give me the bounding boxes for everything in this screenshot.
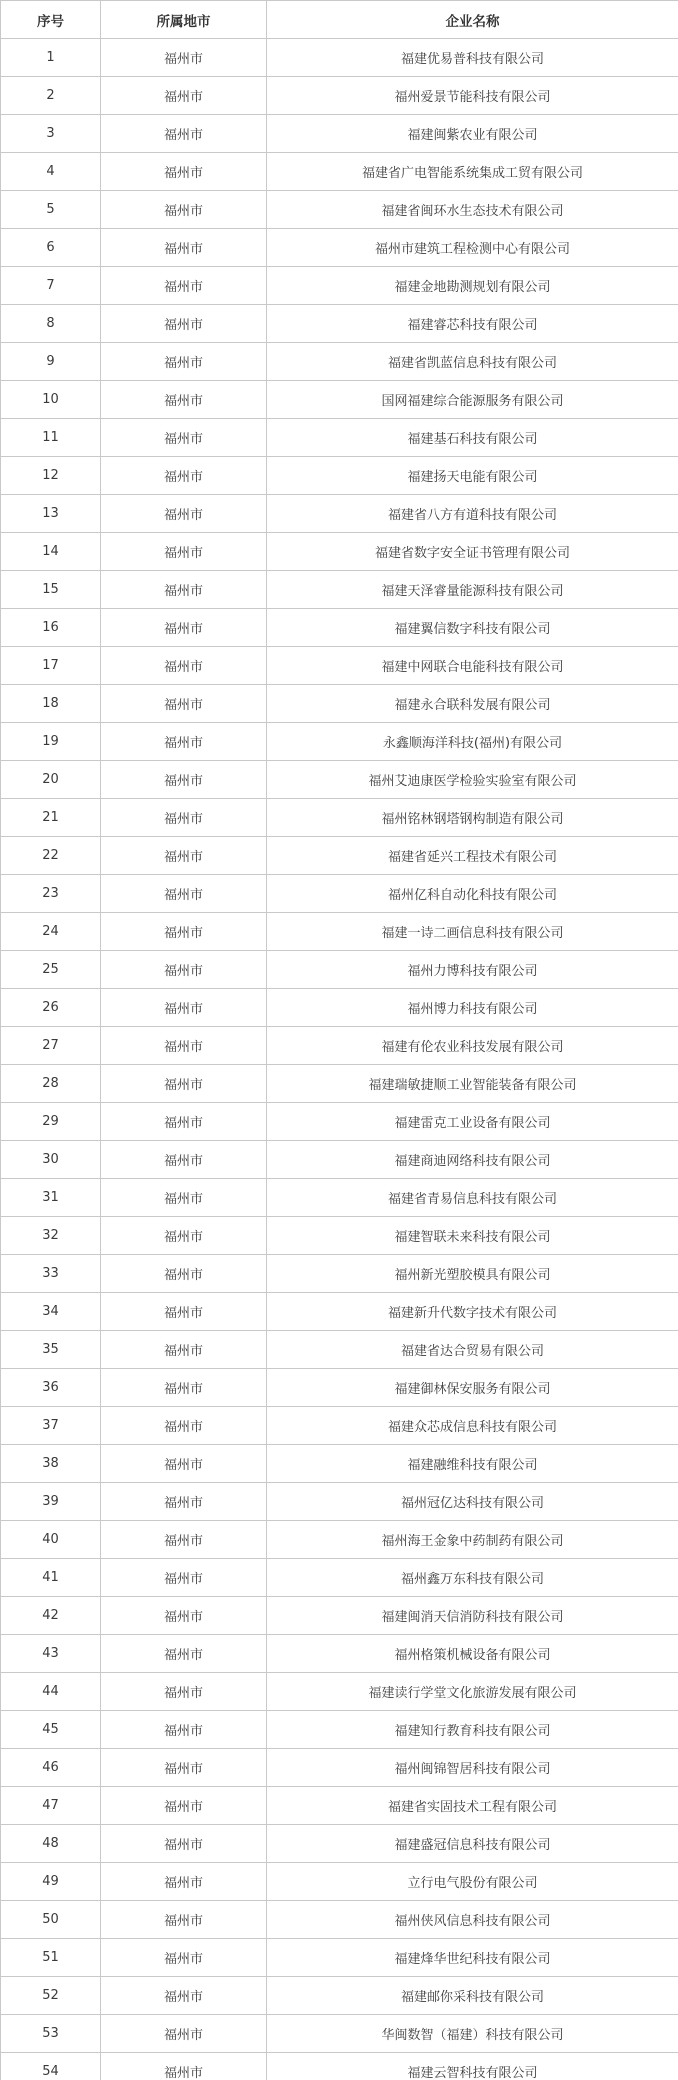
cell-city: 福州市 (101, 609, 267, 647)
cell-company: 福建省达合贸易有限公司 (267, 1331, 678, 1369)
cell-city: 福州市 (101, 267, 267, 305)
cell-index: 13 (1, 495, 101, 533)
cell-index: 12 (1, 457, 101, 495)
cell-city: 福州市 (101, 837, 267, 875)
cell-index: 53 (1, 2015, 101, 2053)
table-row (1, 951, 678, 989)
cell-index: 22 (1, 837, 101, 875)
cell-city: 福州市 (101, 685, 267, 723)
cell-company: 福建金地勘测规划有限公司 (267, 267, 678, 305)
cell-city: 福州市 (101, 571, 267, 609)
cell-company: 福建省凯蓝信息科技有限公司 (267, 343, 678, 381)
cell-company: 福建闽消天信消防科技有限公司 (267, 1597, 678, 1635)
cell-city: 福州市 (101, 1065, 267, 1103)
cell-index: 34 (1, 1293, 101, 1331)
cell-city: 福州市 (101, 1293, 267, 1331)
cell-company: 福建基石科技有限公司 (267, 419, 678, 457)
table-row (1, 1445, 678, 1483)
cell-company: 福建盛冠信息科技有限公司 (267, 1825, 678, 1863)
cell-index: 36 (1, 1369, 101, 1407)
cell-city: 福州市 (101, 1559, 267, 1597)
table-row (1, 989, 678, 1027)
cell-index: 11 (1, 419, 101, 457)
cell-city: 福州市 (101, 875, 267, 913)
cell-city: 福州市 (101, 647, 267, 685)
cell-index: 48 (1, 1825, 101, 1863)
cell-index: 52 (1, 1977, 101, 2015)
table-row (1, 381, 678, 419)
cell-city: 福州市 (101, 191, 267, 229)
cell-city: 福州市 (101, 1825, 267, 1863)
cell-city: 福州市 (101, 1977, 267, 2015)
cell-company: 福建省青易信息科技有限公司 (267, 1179, 678, 1217)
table-body (1, 39, 678, 2080)
cell-index: 31 (1, 1179, 101, 1217)
table-row (1, 723, 678, 761)
cell-index: 21 (1, 799, 101, 837)
cell-index: 24 (1, 913, 101, 951)
cell-city: 福州市 (101, 1217, 267, 1255)
cell-index: 10 (1, 381, 101, 419)
table-row (1, 2053, 678, 2080)
cell-city: 福州市 (101, 1711, 267, 1749)
cell-city: 福州市 (101, 1103, 267, 1141)
cell-company: 福州力博科技有限公司 (267, 951, 678, 989)
cell-city: 福州市 (101, 1635, 267, 1673)
table-row (1, 1521, 678, 1559)
table-row (1, 1559, 678, 1597)
cell-index: 30 (1, 1141, 101, 1179)
table-row (1, 761, 678, 799)
cell-company: 福建翼信数字科技有限公司 (267, 609, 678, 647)
cell-city: 福州市 (101, 1407, 267, 1445)
cell-index: 41 (1, 1559, 101, 1597)
cell-index: 1 (1, 39, 101, 77)
cell-index: 14 (1, 533, 101, 571)
table-row (1, 39, 678, 77)
table-row (1, 1939, 678, 1977)
cell-city: 福州市 (101, 1141, 267, 1179)
cell-company: 国网福建综合能源服务有限公司 (267, 381, 678, 419)
table-row (1, 1673, 678, 1711)
table-row (1, 1407, 678, 1445)
cell-city: 福州市 (101, 77, 267, 115)
cell-city: 福州市 (101, 495, 267, 533)
cell-company: 福州格策机械设备有限公司 (267, 1635, 678, 1673)
table-row (1, 1217, 678, 1255)
cell-company: 福建御林保安服务有限公司 (267, 1369, 678, 1407)
cell-index: 39 (1, 1483, 101, 1521)
cell-index: 18 (1, 685, 101, 723)
cell-index: 42 (1, 1597, 101, 1635)
cell-company: 福建雷克工业设备有限公司 (267, 1103, 678, 1141)
table-row (1, 647, 678, 685)
cell-city: 福州市 (101, 305, 267, 343)
cell-city: 福州市 (101, 419, 267, 457)
cell-company: 福州海王金象中药制药有限公司 (267, 1521, 678, 1559)
header-city: 所属地市 (101, 1, 267, 39)
table-row (1, 533, 678, 571)
header-company: 企业名称 (267, 1, 678, 39)
cell-index: 51 (1, 1939, 101, 1977)
table-row (1, 1711, 678, 1749)
cell-company: 福建商迪网络科技有限公司 (267, 1141, 678, 1179)
cell-index: 9 (1, 343, 101, 381)
table-row (1, 229, 678, 267)
cell-city: 福州市 (101, 1863, 267, 1901)
cell-index: 37 (1, 1407, 101, 1445)
cell-city: 福州市 (101, 799, 267, 837)
table-row (1, 457, 678, 495)
cell-index: 27 (1, 1027, 101, 1065)
cell-company: 福建邮你采科技有限公司 (267, 1977, 678, 2015)
cell-index: 17 (1, 647, 101, 685)
cell-company: 福州铭林钢塔钢构制造有限公司 (267, 799, 678, 837)
table-row (1, 1179, 678, 1217)
cell-city: 福州市 (101, 761, 267, 799)
cell-city: 福州市 (101, 1331, 267, 1369)
cell-index: 20 (1, 761, 101, 799)
cell-company: 福州博力科技有限公司 (267, 989, 678, 1027)
table-row (1, 1255, 678, 1293)
table-row (1, 875, 678, 913)
cell-company: 福州新光塑胶模具有限公司 (267, 1255, 678, 1293)
table-row (1, 1635, 678, 1673)
cell-city: 福州市 (101, 1179, 267, 1217)
cell-city: 福州市 (101, 2015, 267, 2053)
table-row (1, 571, 678, 609)
table-row (1, 2015, 678, 2053)
table-row (1, 1483, 678, 1521)
cell-index: 6 (1, 229, 101, 267)
table-row (1, 191, 678, 229)
cell-company: 福州侠风信息科技有限公司 (267, 1901, 678, 1939)
table-row (1, 1749, 678, 1787)
cell-city: 福州市 (101, 1901, 267, 1939)
cell-company: 福建天泽睿量能源科技有限公司 (267, 571, 678, 609)
table-row (1, 1901, 678, 1939)
cell-city: 福州市 (101, 1483, 267, 1521)
cell-company: 福建省实固技术工程有限公司 (267, 1787, 678, 1825)
cell-index: 50 (1, 1901, 101, 1939)
cell-city: 福州市 (101, 1749, 267, 1787)
cell-city: 福州市 (101, 457, 267, 495)
cell-company: 福建读行学堂文化旅游发展有限公司 (267, 1673, 678, 1711)
cell-city: 福州市 (101, 1597, 267, 1635)
cell-company: 福建瑞敏捷顺工业智能装备有限公司 (267, 1065, 678, 1103)
cell-index: 8 (1, 305, 101, 343)
cell-company: 福州亿科自动化科技有限公司 (267, 875, 678, 913)
cell-city: 福州市 (101, 1255, 267, 1293)
cell-company: 福建优易普科技有限公司 (267, 39, 678, 77)
table-row (1, 495, 678, 533)
table-row (1, 1977, 678, 2015)
cell-city: 福州市 (101, 1445, 267, 1483)
table-row (1, 1863, 678, 1901)
cell-company: 福建智联未来科技有限公司 (267, 1217, 678, 1255)
cell-city: 福州市 (101, 1369, 267, 1407)
table-row (1, 305, 678, 343)
cell-city: 福州市 (101, 1673, 267, 1711)
cell-city: 福州市 (101, 229, 267, 267)
table-row (1, 267, 678, 305)
cell-company: 福建扬天电能有限公司 (267, 457, 678, 495)
cell-index: 25 (1, 951, 101, 989)
cell-company: 福建省数字安全证书管理有限公司 (267, 533, 678, 571)
cell-index: 38 (1, 1445, 101, 1483)
cell-index: 45 (1, 1711, 101, 1749)
cell-city: 福州市 (101, 723, 267, 761)
cell-company: 福建云智科技有限公司 (267, 2053, 678, 2080)
cell-index: 4 (1, 153, 101, 191)
cell-index: 26 (1, 989, 101, 1027)
cell-index: 2 (1, 77, 101, 115)
cell-company: 华闽数智（福建）科技有限公司 (267, 2015, 678, 2053)
header-index: 序号 (1, 1, 101, 39)
cell-index: 15 (1, 571, 101, 609)
cell-company: 福建闽紫农业有限公司 (267, 115, 678, 153)
table-row (1, 1103, 678, 1141)
cell-city: 福州市 (101, 115, 267, 153)
cell-city: 福州市 (101, 2053, 267, 2080)
table-row (1, 609, 678, 647)
cell-company: 福建省广电智能系统集成工贸有限公司 (267, 153, 678, 191)
cell-index: 47 (1, 1787, 101, 1825)
cell-city: 福州市 (101, 533, 267, 571)
cell-company: 福建省八方有道科技有限公司 (267, 495, 678, 533)
cell-company: 福建知行教育科技有限公司 (267, 1711, 678, 1749)
cell-index: 35 (1, 1331, 101, 1369)
cell-company: 福建众芯成信息科技有限公司 (267, 1407, 678, 1445)
cell-city: 福州市 (101, 1939, 267, 1977)
table-row (1, 685, 678, 723)
table-row (1, 343, 678, 381)
table-row (1, 1293, 678, 1331)
cell-company: 立行电气股份有限公司 (267, 1863, 678, 1901)
cell-company: 福建睿芯科技有限公司 (267, 305, 678, 343)
cell-company: 福建省闽环水生态技术有限公司 (267, 191, 678, 229)
table-row (1, 1825, 678, 1863)
cell-company: 福建新升代数字技术有限公司 (267, 1293, 678, 1331)
cell-city: 福州市 (101, 1521, 267, 1559)
cell-index: 54 (1, 2053, 101, 2080)
cell-city: 福州市 (101, 951, 267, 989)
table-row (1, 153, 678, 191)
table-row (1, 799, 678, 837)
table-row (1, 1369, 678, 1407)
cell-company: 福建中网联合电能科技有限公司 (267, 647, 678, 685)
cell-index: 23 (1, 875, 101, 913)
cell-index: 16 (1, 609, 101, 647)
cell-index: 28 (1, 1065, 101, 1103)
cell-company: 福建省延兴工程技术有限公司 (267, 837, 678, 875)
cell-company: 永鑫顺海洋科技(福州)有限公司 (267, 723, 678, 761)
cell-city: 福州市 (101, 153, 267, 191)
cell-index: 7 (1, 267, 101, 305)
cell-company: 福建融维科技有限公司 (267, 1445, 678, 1483)
table-row (1, 419, 678, 457)
table-row (1, 1065, 678, 1103)
table-row (1, 1597, 678, 1635)
cell-company: 福州冠亿达科技有限公司 (267, 1483, 678, 1521)
table-row (1, 1141, 678, 1179)
cell-index: 19 (1, 723, 101, 761)
cell-city: 福州市 (101, 39, 267, 77)
cell-city: 福州市 (101, 1787, 267, 1825)
cell-index: 49 (1, 1863, 101, 1901)
cell-index: 3 (1, 115, 101, 153)
cell-index: 32 (1, 1217, 101, 1255)
cell-company: 福建有伦农业科技发展有限公司 (267, 1027, 678, 1065)
cell-company: 福州市建筑工程检测中心有限公司 (267, 229, 678, 267)
cell-city: 福州市 (101, 989, 267, 1027)
table-row (1, 77, 678, 115)
cell-company: 福州闽锦智居科技有限公司 (267, 1749, 678, 1787)
cell-city: 福州市 (101, 1027, 267, 1065)
cell-index: 40 (1, 1521, 101, 1559)
cell-company: 福建永合联科发展有限公司 (267, 685, 678, 723)
cell-company: 福州爱景节能科技有限公司 (267, 77, 678, 115)
cell-index: 29 (1, 1103, 101, 1141)
table-row (1, 1787, 678, 1825)
cell-city: 福州市 (101, 381, 267, 419)
table-row (1, 1331, 678, 1369)
cell-company: 福建烽华世纪科技有限公司 (267, 1939, 678, 1977)
cell-company: 福州鑫万东科技有限公司 (267, 1559, 678, 1597)
cell-city: 福州市 (101, 913, 267, 951)
table-row (1, 115, 678, 153)
cell-company: 福建一诗二画信息科技有限公司 (267, 913, 678, 951)
cell-index: 44 (1, 1673, 101, 1711)
cell-index: 46 (1, 1749, 101, 1787)
table-row (1, 837, 678, 875)
cell-company: 福州艾迪康医学检验实验室有限公司 (267, 761, 678, 799)
table-header-row (1, 1, 678, 39)
cell-index: 43 (1, 1635, 101, 1673)
table-row (1, 913, 678, 951)
cell-index: 5 (1, 191, 101, 229)
cell-city: 福州市 (101, 343, 267, 381)
table-row (1, 1027, 678, 1065)
cell-index: 33 (1, 1255, 101, 1293)
